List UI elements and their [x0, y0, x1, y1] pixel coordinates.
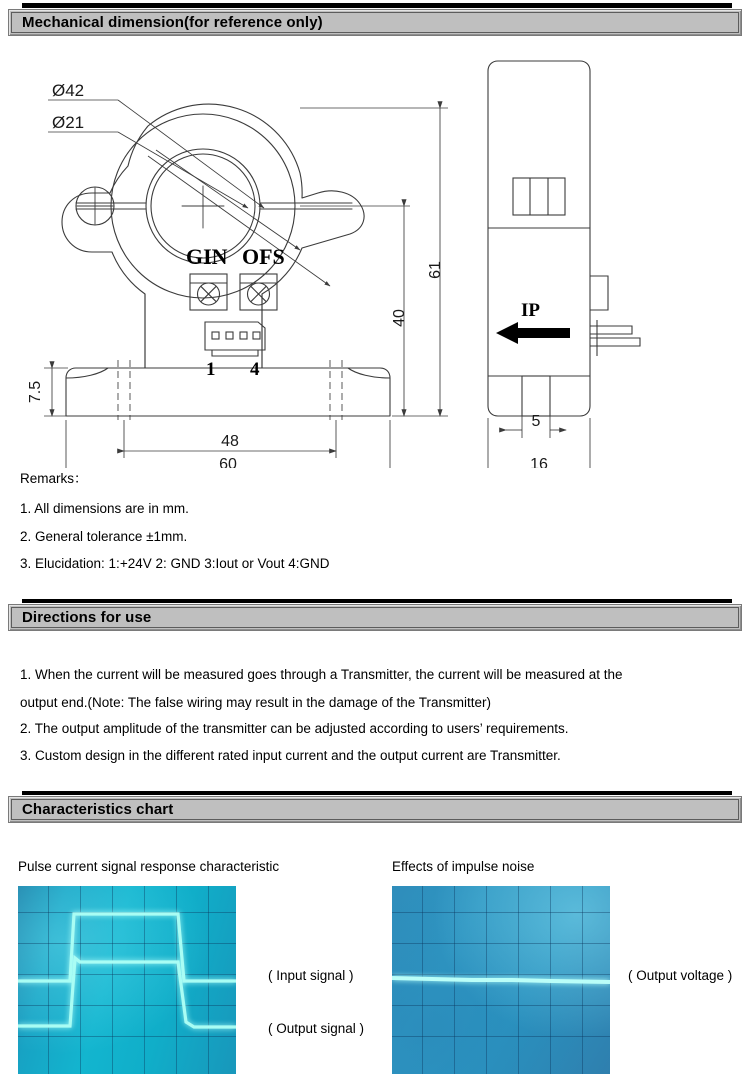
scope-trace-output-voltage — [392, 886, 610, 1074]
section-topbar-characteristics — [22, 791, 732, 795]
section-title-characteristics: Characteristics chart — [22, 801, 174, 818]
chart-right-title: Effects of impulse noise — [392, 859, 535, 874]
section-title-mechanical: Mechanical dimension(for reference only) — [22, 14, 323, 31]
section-header-mechanical — [8, 9, 742, 36]
remarks-item-2: 2. General tolerance ±1mm. — [20, 529, 188, 544]
chart-left-title: Pulse current signal response characteristic — [18, 859, 280, 874]
dim-height-body: 40 — [391, 309, 408, 327]
remarks-heading: Remarks： — [20, 471, 88, 486]
dim-base-thickness: 7.5 — [27, 380, 44, 404]
scope-screen-impulse-noise — [392, 886, 610, 1074]
leader-line-d42 — [118, 100, 264, 208]
connector-pin-first-label: 1 — [206, 359, 216, 380]
dim-outer-diameter: Ø42 — [52, 81, 85, 100]
front-view-outline — [62, 104, 364, 368]
directions-line-4: 3. Custom design in the different rated input current and the output current are Transmitter. — [20, 748, 561, 763]
side-view-outline — [488, 61, 640, 416]
dim-base-inner-width: 48 — [221, 433, 239, 450]
chart-left-label-output: ( Output signal ) — [268, 1021, 365, 1036]
dim-slot-width: 5 — [531, 413, 541, 430]
remarks-item-1: 1. All dimensions are in mm. — [20, 501, 189, 516]
potentiometer-gain — [190, 274, 227, 310]
scope-screen-pulse-response — [18, 886, 236, 1074]
chart-right-label-output: ( Output voltage ) — [628, 968, 733, 983]
connector-pin-last-label: 4 — [250, 359, 260, 380]
pot-label-gain: GIN — [186, 244, 228, 269]
section-header-directions — [8, 604, 742, 631]
directions-line-2: output end.(Note: The false wiring may result in the damage of the Transmitter) — [20, 695, 491, 710]
scope-trace-input-and-output — [18, 886, 236, 1074]
directions-line-1: 1. When the current will be measured goes through a Transmitter, the current will be measured at the — [20, 667, 623, 682]
dim-depth: 16 — [530, 456, 548, 468]
directions-line-3: 2. The output amplitude of the transmitter can be adjusted according to users’ requirements. — [20, 721, 569, 736]
section-title-directions: Directions for use — [22, 609, 152, 626]
dim-base-width: 60 — [219, 456, 237, 468]
current-direction-label: IP — [521, 300, 540, 321]
dim-height-total: 61 — [427, 261, 444, 279]
remarks-item-3: 3. Elucidation: 1:+24V 2: GND 3:Iout or Vout 4:GND — [20, 556, 330, 571]
section-topbar-directions — [22, 599, 732, 603]
section-header-characteristics — [8, 796, 742, 823]
chart-left-label-input: ( Input signal ) — [268, 968, 354, 983]
leader-line-d21 — [118, 132, 248, 208]
mechanical-drawing — [0, 38, 750, 468]
current-direction-arrow — [496, 322, 570, 344]
section-topbar-mechanical — [22, 3, 732, 8]
connector-4pin — [205, 322, 265, 356]
dim-inner-diameter: Ø21 — [52, 113, 85, 132]
pot-label-offset: OFS — [242, 244, 285, 269]
